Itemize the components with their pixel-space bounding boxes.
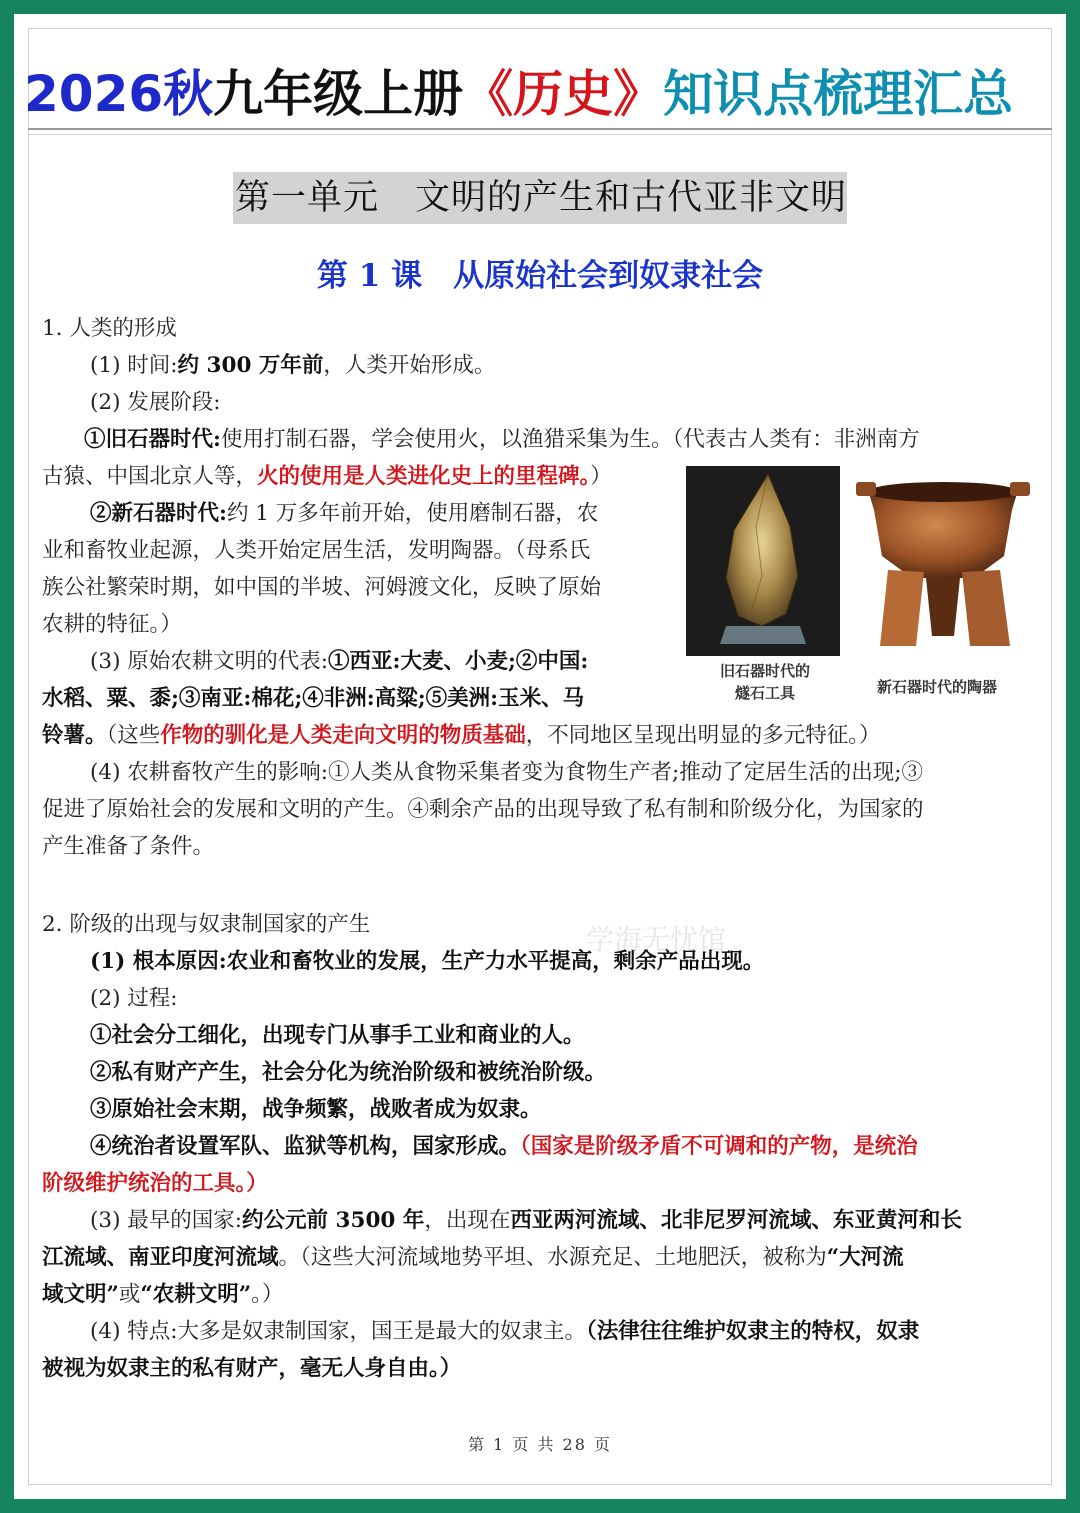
cause-text: (1) 根本原因:农业和畜牧业的发展，生产力水平提高，剩余产品出现。 [90,949,765,974]
flint-caption-line-2: 燧石工具 [734,684,795,702]
feature-note-2: 被视为奴隶主的私有财产，毫无人身自由。） [42,1356,462,1381]
process-2: ②私有财产产生，社会分化为统治阶级和被统治阶级。 [90,1060,607,1085]
neo-line-3: 族公社繁荣时期，如中国的半坡、河姆渡文化，反映了原始 [42,575,602,600]
title-divider-thin [28,134,1052,135]
impact-line-3: 产生准备了条件。 [42,834,215,859]
crops-line-2: 水稻、粟、黍;③南亚:棉花;④非洲:高粱;⑤美洲:玉米、马 [42,686,585,711]
crops-red: 作物的驯化是人类走向文明的物质基础 [160,723,526,748]
feature-note: （法律往往维护奴隶主的特权，奴隶 [586,1319,920,1344]
process-4: ④统治者设置军队、监狱等机构，国家形成。 [90,1134,521,1159]
earliest-mid: ，出现在 [424,1208,511,1233]
earliest-date: 约公元前 3500 年 [242,1208,425,1233]
impact-line-1: (4) 农耕畜牧产生的影响:①人类从食物采集者变为食物生产者;推动了定居生活的出现;③ [90,760,924,785]
earliest-term-1b: 域文明” [42,1282,119,1307]
impact-line-2: 促进了原始社会的发展和文明的产生。④剩余产品的出现导致了私有制和阶级分化，为国家的 [42,797,924,822]
flint-tool-caption [700,660,830,704]
section-2-heading: 2. 阶级的出现与奴隶制国家的产生 [42,912,371,937]
paleo-text: 使用打制石器，学会使用火，以渔猎采集为生。（代表古人类有：非洲南方 [220,427,920,452]
crops-line-3c: ，不同地区呈现出明显的多元特征。） [525,723,881,748]
earliest-or: 或 [118,1282,141,1307]
paleo-label: ①旧石器时代: [84,427,221,452]
time-value: 约 300 万年前 [177,353,324,378]
stages-label: (2) 发展阶段: [90,390,221,415]
earliest-places: 西亚两河流域、北非尼罗河流域、东亚黄河和长 [510,1208,962,1233]
earliest-label: (3) 最早的国家: [90,1208,243,1233]
earliest-term-1a: “大河流 [826,1245,904,1270]
title-grade: 九年级上册 [213,65,464,123]
watermark: 学海无忧馆 [586,923,727,956]
page-footer: 第 1 页 共 28 页 [468,1435,612,1454]
time-label: (1) 时间: [90,353,178,378]
unit-heading: 第一单元 文明的产生和古代亚非文明 [233,172,847,224]
neo-label: ②新石器时代: [90,501,227,526]
process-3: ③原始社会末期，战争频繁，战败者成为奴隶。 [90,1097,542,1122]
earliest-note: 。（这些大河流域地势平坦、水源充足、土地肥沃，被称为 [278,1245,827,1270]
process-4-red-2: 阶级维护统治的工具。） [42,1171,268,1196]
pottery-image [854,460,1032,660]
pottery-caption: 新石器时代的陶器 [876,678,997,696]
earliest-term-2: “农耕文明” [140,1282,252,1307]
flint-caption-line-1: 旧石器时代的 [719,662,810,680]
crops-line-1: ①西亚:大麦、小麦;②中国: [328,649,589,674]
title-year: 2026秋 [24,65,214,123]
lesson-heading: 第 1 课 从原始社会到奴隶社会 [316,258,764,294]
process-1: ①社会分工细化，出现专门从事手工业和商业的人。 [90,1023,585,1048]
crops-label: (3) 原始农耕文明的代表: [90,649,329,674]
section-2 [28,906,1012,1387]
crops-line-3b: （这些 [106,723,161,748]
earliest-places-2: 江流域、南亚印度河流域 [42,1245,279,1270]
time-rest: ，人类开始形成。 [323,353,496,378]
title-divider [28,128,1052,130]
crops-line-3a: 铃薯。 [42,723,107,748]
section-1-heading: 1. 人类的形成 [42,316,177,341]
flint-tool-image [686,466,840,656]
title-rest: 知识点梳理汇总 [663,65,1014,123]
paleo-end: ） [590,464,612,489]
earliest-end: 。） [251,1282,284,1307]
title-subject: 《历史》 [463,65,664,123]
paleo-red: 火的使用是人类进化史上的里程碑。 [257,464,591,489]
neo-line-4: 农耕的特征。） [42,612,182,637]
neo-line-1: 约 1 万多年前开始，使用磨制石器，农 [226,501,599,526]
feature-text: (4) 特点:大多是奴隶制国家，国王是最大的奴隶主。 [90,1319,587,1344]
page-title [24,60,1024,128]
neo-line-2: 业和畜牧业起源，人类开始定居生活，发明陶器。（母系氏 [42,538,591,563]
process-4-red: （国家是阶级矛盾不可调和的产物，是统治 [520,1134,918,1159]
process-label: (2) 过程: [90,986,178,1011]
paleo-text-2: 古猿、中国北京人等， [42,464,258,489]
